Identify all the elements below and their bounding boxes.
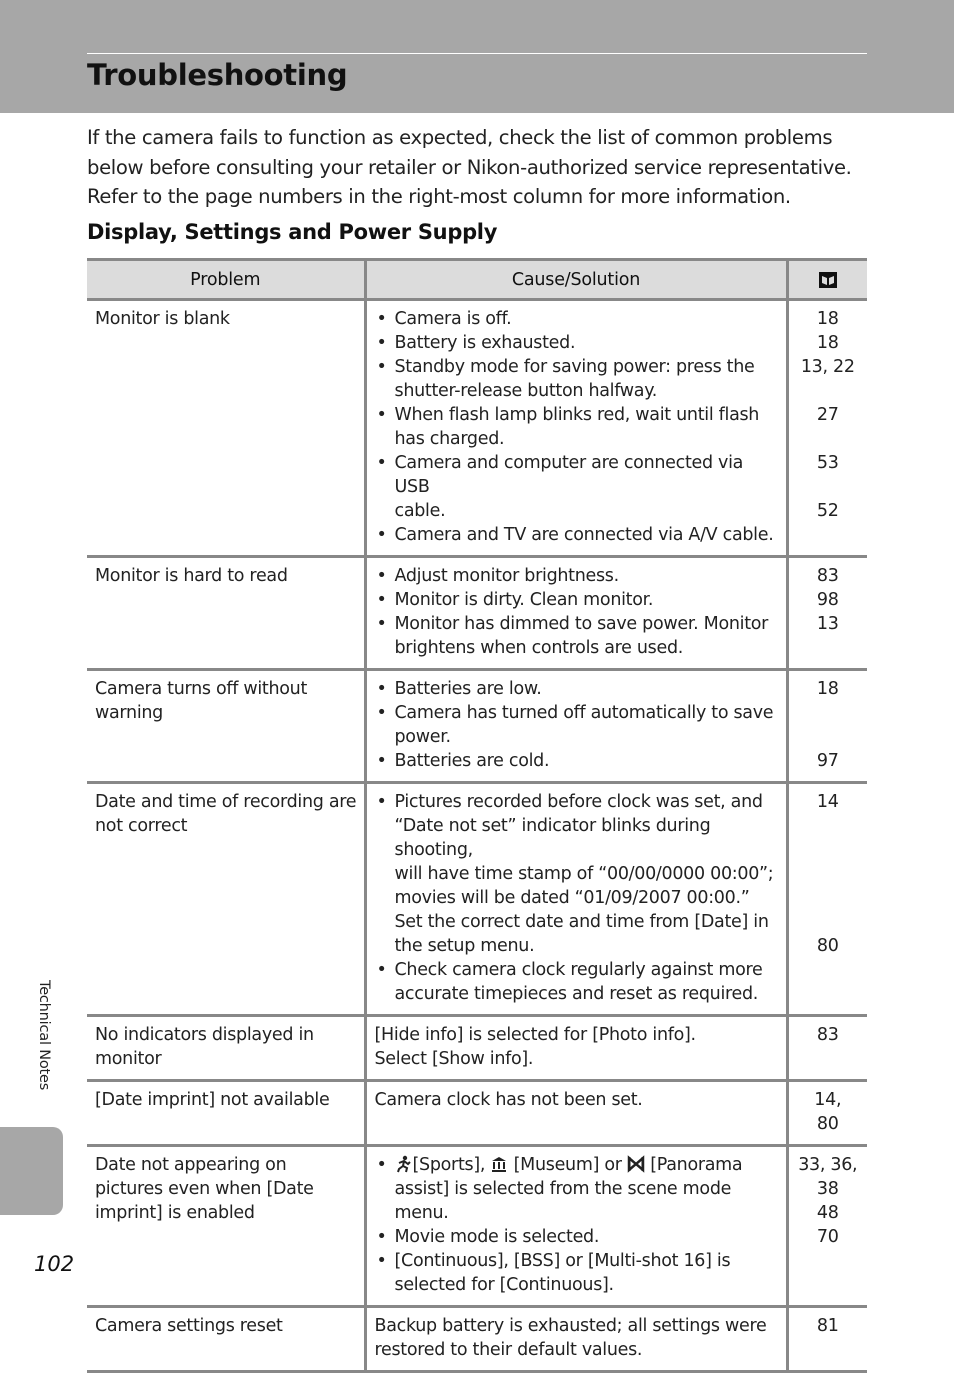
cause-cell [365, 1146, 787, 1307]
panorama-label: [Panorama [650, 1155, 743, 1175]
page-reference: 81 [816, 1316, 839, 1336]
intro-paragraph: If the camera fails to function as expected, check the list of common problems below before consulting your retailer or Nikon-authorized service representative. Refer to the page numbers in the right-most column for more information. [87, 126, 852, 208]
page-reference-cell [787, 300, 867, 557]
table-row [87, 1081, 867, 1146]
table-row [87, 1307, 867, 1372]
cause-list [375, 1023, 780, 1071]
page-reference: 70 [816, 1227, 839, 1247]
page-reference: 80 [816, 936, 839, 956]
table-header-row [87, 260, 867, 300]
cause-line: will have time stamp of “00/00/0000 00:00”; [394, 864, 774, 884]
page-title: Troubleshooting [87, 58, 348, 92]
page-reference [793, 910, 864, 934]
page-number: 102 [34, 1252, 75, 1276]
cause-item: Camera clock has not been set. [374, 1090, 643, 1110]
page-reference [793, 814, 864, 838]
cause-cell [365, 1307, 787, 1372]
cause-cell [365, 670, 787, 783]
cause-item: • Adjust monitor brightness. [375, 564, 780, 588]
page-reference-cell [787, 1081, 867, 1146]
page-reference: 14 [816, 792, 839, 812]
cause-cell [365, 300, 787, 557]
cause-line: the setup menu. [394, 936, 535, 956]
page-reference: 33, 36, [798, 1155, 858, 1175]
cause-list [375, 677, 780, 773]
problem-cell: Camera turns off without warning [87, 670, 365, 783]
page-reference-cell [787, 670, 867, 783]
page-reference [793, 725, 864, 749]
cause-list [375, 790, 780, 1006]
page-reference: 83 [816, 566, 839, 586]
problem-cell: Camera settings reset [95, 1316, 283, 1336]
cause-header: Cause/Solution [365, 260, 787, 300]
page-reference-header [787, 260, 867, 300]
cause-cell [365, 557, 787, 670]
header-band [0, 0, 954, 113]
page-reference [793, 886, 864, 910]
page-reference: 18 [816, 333, 839, 353]
page-reference [793, 427, 864, 451]
sports-label: [Sports], [412, 1155, 486, 1175]
page-reference: 13, 22 [800, 357, 855, 377]
cause-line: “Date not set” indicator blinks during shooting, [394, 816, 711, 860]
cause-item: • Camera and computer are connected via USB [375, 451, 780, 499]
page-reference [793, 1338, 864, 1362]
cause-item: • When flash lamp blinks red, wait until flash [375, 403, 780, 427]
section-tab [0, 1127, 63, 1215]
cause-list [375, 564, 780, 660]
cause-line: shutter-release button halfway. [394, 381, 658, 401]
cause-cell [365, 783, 787, 1016]
cause-item: • Camera has turned off automatically to save [375, 701, 780, 725]
page-reference: 80 [816, 1114, 839, 1134]
cause-line: has charged. [394, 429, 505, 449]
cause-item: • Standby mode for saving power: press the [375, 355, 780, 379]
museum-label: [Museum] or [513, 1155, 622, 1175]
cause-line: Set the correct date and time from [Date] in [394, 912, 769, 932]
problem-cell: Date and time of recording are not correct [87, 783, 365, 1016]
cause-list [375, 307, 780, 547]
cause-item [375, 1153, 780, 1177]
cause-list [375, 1088, 780, 1112]
cause-line: selected for [Continuous]. [394, 1275, 614, 1295]
museum-scene-icon [490, 1155, 508, 1173]
page-reference: 97 [816, 751, 839, 771]
cause-item: • Batteries are low. [375, 677, 780, 701]
page-reference [793, 838, 864, 862]
page-reference-cell [787, 1307, 867, 1372]
problem-cell: Monitor is blank [87, 300, 365, 557]
page-reference [793, 636, 864, 660]
troubleshooting-table [87, 258, 867, 1373]
cause-item: • Monitor has dimmed to save power. Monitor [375, 612, 780, 636]
problem-cell: Date not appearing on pictures even when [Date imprint] is enabled [87, 1146, 365, 1307]
page-reference [793, 1249, 864, 1273]
problem-cell: Monitor is hard to read [87, 557, 365, 670]
cause-item: • [Continuous], [BSS] or [Multi-shot 16] is [375, 1249, 780, 1273]
cause-line: accurate timepieces and reset as required. [394, 984, 759, 1004]
section-side-label: Technical Notes [36, 980, 52, 1091]
section-heading: Display, Settings and Power Supply [87, 220, 498, 244]
table-row [87, 557, 867, 670]
header-rule [87, 53, 867, 54]
cause-line: restored to their default values. [374, 1340, 643, 1360]
page-reference [793, 958, 864, 982]
page-reference: 38 [816, 1179, 839, 1199]
page-reference: 53 [816, 453, 839, 473]
cause-line: Select [Show info]. [374, 1049, 534, 1069]
page-reference-cell [787, 1016, 867, 1081]
cause-item: [Hide info] is selected for [Photo info]. [374, 1025, 696, 1045]
page-reference: 14, [814, 1090, 842, 1110]
page-reference-cell [787, 783, 867, 1016]
page-reference: 48 [816, 1203, 839, 1223]
page-reference [793, 1047, 864, 1071]
page-reference: 52 [816, 501, 839, 521]
problem-cell: No indicators displayed in monitor [87, 1016, 365, 1081]
page-reference: 18 [816, 309, 839, 329]
table-row [87, 1016, 867, 1081]
cause-item: • Batteries are cold. [375, 749, 780, 773]
page-reference: 18 [816, 679, 839, 699]
page-reference-cell [787, 1146, 867, 1307]
table-row [87, 300, 867, 557]
cause-line: movies will be dated “01/09/2007 00:00.” [394, 888, 750, 908]
table-row [87, 670, 867, 783]
cause-line: assist] is selected from the scene mode menu. [394, 1179, 732, 1223]
page-reference [793, 379, 864, 403]
cause-item: • Camera is off. [375, 307, 780, 331]
problem-header: Problem [87, 260, 365, 300]
cause-list [375, 1314, 780, 1362]
cause-item: • Movie mode is selected. [375, 1225, 780, 1249]
table-row [87, 1146, 867, 1307]
page-reference: 83 [816, 1025, 839, 1045]
page-reference [793, 475, 864, 499]
cause-item: • Pictures recorded before clock was set, and [375, 790, 780, 814]
page-reference: 98 [816, 590, 839, 610]
book-reference-icon [819, 272, 837, 288]
cause-item: • Check camera clock regularly against more [375, 958, 780, 982]
sports-scene-icon [395, 1155, 413, 1173]
cause-line: power. [394, 727, 451, 747]
problem-cell: [Date imprint] not available [87, 1081, 365, 1146]
cause-item: • Camera and TV are connected via A/V cable. [375, 523, 780, 547]
cause-list [375, 1153, 780, 1297]
cause-cell [365, 1081, 787, 1146]
cause-line: brightens when controls are used. [394, 638, 684, 658]
page-reference: 27 [816, 405, 839, 425]
cause-item: • Battery is exhausted. [375, 331, 780, 355]
page-reference: 13 [816, 614, 839, 634]
cause-item: Backup battery is exhausted; all settings were [374, 1316, 767, 1336]
cause-cell [365, 1016, 787, 1081]
page-reference-cell [787, 557, 867, 670]
panorama-assist-scene-icon [627, 1155, 645, 1173]
page-reference [793, 862, 864, 886]
cause-item: • Monitor is dirty. Clean monitor. [375, 588, 780, 612]
cause-line: cable. [394, 501, 446, 521]
page-reference [793, 701, 864, 725]
table-row [87, 783, 867, 1016]
